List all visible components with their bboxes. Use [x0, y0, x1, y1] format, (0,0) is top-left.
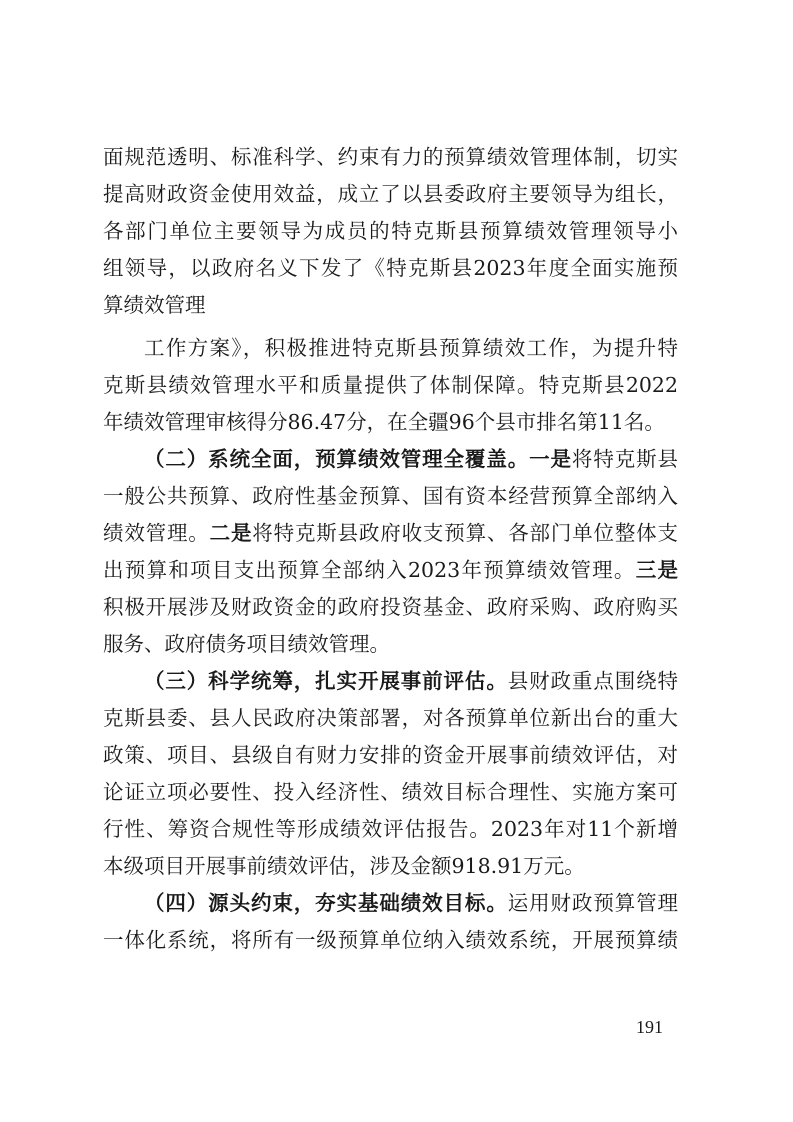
section-heading: （二）系统全面，预算绩效管理全覆盖。: [144, 447, 530, 471]
text-line: [103, 515, 678, 552]
text-line: [103, 441, 678, 478]
text-line: 积极开展涉及财政资金的政府投资基金、政府采购、政府购买: [103, 595, 678, 619]
text-line: 克斯县绩效管理水平和质量提供了体制保障。特克斯县2022: [103, 373, 678, 397]
text-line: 组领导，以政府名义下发了《特克斯县2023年度全面实施预: [103, 256, 678, 280]
text-line: 克斯县委、县人民政府决策部署，对各预算单位新出台的重大: [103, 706, 678, 730]
paragraph-system-setup: [103, 139, 678, 324]
section-heading: （四）源头约束，夯实基础绩效目标。: [144, 891, 508, 915]
text-line: 面规范透明、标准科学、约束有力的预算绩效管理体制，切实: [103, 145, 678, 169]
enumeration-marker: 一是: [529, 447, 572, 471]
enumeration-marker: 三是: [635, 558, 679, 582]
page-number: 191: [636, 1017, 663, 1037]
text-span: 将特克斯县: [571, 447, 679, 471]
text-line: 论证立项必要性、投入经济性、绩效目标合理性、实施方案可: [103, 780, 678, 804]
text-line: 年绩效管理审核得分86.47分，在全疆96个县市排名第11名。: [103, 410, 665, 434]
text-line: 服务、政府债务项目绩效管理。: [103, 632, 390, 656]
text-line: 提高财政资金使用效益，成立了以县委政府主要领导为组长，: [103, 182, 678, 206]
text-line: 本级项目开展事前绩效评估，涉及金额918.91万元。: [103, 854, 585, 878]
paragraph-work-plan: [103, 330, 678, 441]
text-line: [103, 885, 678, 922]
paragraph-pre-assessment: [103, 663, 678, 885]
text-line: [103, 552, 678, 589]
text-line: 一般公共预算、政府性基金预算、国有资本经营预算全部纳入: [103, 484, 678, 508]
text-span: 县财政重点围绕特: [507, 669, 679, 693]
page-body: [103, 139, 678, 959]
text-span: 出预算和项目支出预算全部纳入2023年预算绩效管理。: [103, 558, 636, 582]
text-span: 绩效管理。: [103, 521, 210, 545]
paragraph-performance-targets: [103, 885, 678, 959]
section-heading: （三）科学统筹，扎实开展事前评估。: [144, 669, 508, 693]
text-span: 运用财政预算管理: [507, 891, 679, 915]
enumeration-marker: 二是: [209, 521, 253, 545]
text-line: 政策、项目、县级自有财力安排的资金开展事前绩效评估，对: [103, 743, 678, 767]
text-line: 一体化系统，将所有一级预算单位纳入绩效系统，开展预算绩: [103, 928, 678, 952]
text-line: 各部门单位主要领导为成员的特克斯县预算绩效管理领导小: [103, 219, 678, 243]
paragraph-full-coverage: [103, 441, 678, 663]
text-line: 工作方案》，积极推进特克斯县预算绩效工作，为提升特: [144, 336, 678, 360]
text-line: 算绩效管理: [103, 293, 206, 317]
text-line: 行性、筹资合规性等形成绩效评估报告。2023年对11个新增: [103, 817, 678, 841]
text-span: 将特克斯县政府收支预算、各部门单位整体支: [252, 521, 679, 545]
text-line: [103, 663, 678, 700]
